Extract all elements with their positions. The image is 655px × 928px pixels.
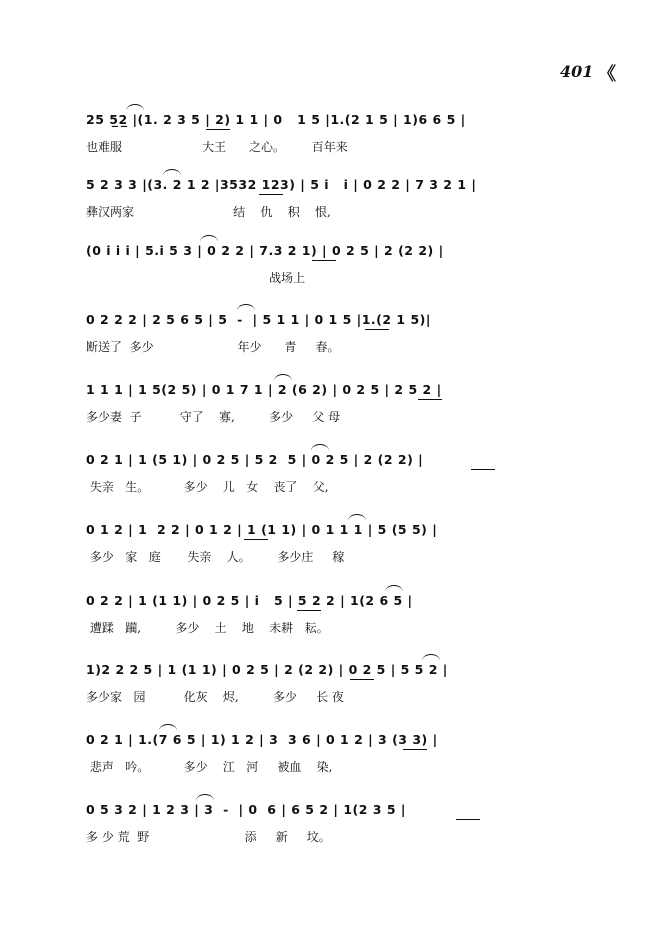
- lyrics-line: 战场上: [86, 271, 306, 285]
- lyrics-line: 悲声 吟。 多少 江 河 被血 染,: [86, 760, 333, 774]
- slur-mark: [385, 585, 403, 592]
- lyrics-line: 断送了 多少 年少 青 春。: [86, 340, 340, 354]
- slur-mark: [126, 104, 144, 111]
- beam-underline: [206, 129, 230, 130]
- notation-line: (0 i i i | 5.i 5 3 | 0 2 2 | 7.3 2 1) | 0 2 5 | 2 (2 2) |: [86, 243, 444, 258]
- lyrics-line: 多 少 荒 野 添 新 坟。: [86, 830, 331, 844]
- beam-underline: [259, 194, 283, 195]
- beam-underline: [403, 749, 427, 750]
- score-system: [86, 382, 606, 442]
- score-system: [86, 593, 606, 653]
- slur-mark: [196, 794, 214, 801]
- score-system: [86, 177, 606, 237]
- beam-underline: [312, 260, 336, 261]
- slur-mark: [237, 304, 255, 311]
- beam-underline: [244, 539, 268, 540]
- score-system: [86, 312, 606, 372]
- lyrics-line: 多少家 园 化灰 烬, 多少 长 夜: [86, 690, 344, 704]
- slur-mark: [274, 374, 292, 381]
- lyrics-line: 遭蹂 躏, 多少 土 地 未耕 耘。: [86, 621, 329, 635]
- notation-line: 25 5̲2̲ |(1. 2 3 5 | 2) 1 1 | 0 1 5 |1.(2 1 5 | 1)6 6 5 |: [86, 112, 466, 127]
- beam-underline: [350, 679, 374, 680]
- lyrics-line: 多少妻 子 守了 寡, 多少 父 母: [86, 410, 341, 424]
- beam-underline: [456, 819, 480, 820]
- notation-line: 0 2 1 | 1 (5 1) | 0 2 5 | 5 2 5 | 0 2 5 | 2 (2 2) |: [86, 452, 424, 467]
- slur-mark: [159, 724, 177, 731]
- score-system: [86, 662, 606, 722]
- lyrics-line: 也难服 大王 之心。 百年来: [86, 140, 348, 154]
- notation-line: 0 2 1 | 1.(7 6 5 | 1) 1 2 | 3 3 6 | 0 1 2 | 3 (3 3) |: [86, 732, 438, 747]
- score-system: [86, 243, 606, 303]
- notation-line: 1)2 2 2 5 | 1 (1 1) | 0 2 5 | 2 (2 2) | 0 2 5 | 5 5 2 |: [86, 662, 448, 677]
- lyrics-line: 失亲 生。 多少 儿 女 丧了 父,: [86, 480, 329, 494]
- beam-underline: [365, 329, 389, 330]
- slur-mark: [311, 444, 329, 451]
- slur-mark: [422, 654, 440, 661]
- score-system: [86, 452, 606, 512]
- lyrics-line: 多少 家 庭 失亲 人。 多少庄 稼: [86, 550, 345, 564]
- notation-line: 1 1 1 | 1 5(2 5) | 0 1 7 1 | 2 (6 2) | 0 2 5 | 2 5 2 |: [86, 382, 442, 397]
- slur-mark: [348, 514, 366, 521]
- slur-mark: [200, 235, 218, 242]
- score-system: [86, 522, 606, 582]
- slur-mark: [163, 169, 181, 176]
- beam-underline: [418, 399, 442, 400]
- score-system: [86, 112, 606, 172]
- notation-line: 0 5 3 2 | 1 2 3 | 3 - | 0 6 | 6 5 2 | 1(2 3 5 |: [86, 802, 406, 817]
- beam-underline: [297, 610, 321, 611]
- notation-line: 0 1 2 | 1 2 2 | 0 1 2 | 1 (1 1) | 0 1 1 1 | 5 (5 5) |: [86, 522, 438, 537]
- beam-underline: [471, 469, 495, 470]
- corner-mark: 《: [598, 64, 616, 85]
- notation-line: 5 2 3 3 |(3. 2 1 2 |3532 123) | 5 i i | 0 2 2 | 7 3 2 1 |: [86, 177, 477, 192]
- score-system: [86, 802, 606, 862]
- lyrics-line: 彝汉两家 结 仇 积 恨,: [86, 205, 331, 219]
- notation-line: 0 2 2 2 | 2 5 6 5 | 5 - | 5 1 1 | 0 1 5 |1.(2 1 5)|: [86, 312, 431, 327]
- score-system: [86, 732, 606, 792]
- notation-line: 0 2 2 | 1 (1 1) | 0 2 5 | i 5 | 5 2 2 | 1(2 6 5 |: [86, 593, 413, 608]
- page-number: 401: [560, 62, 594, 81]
